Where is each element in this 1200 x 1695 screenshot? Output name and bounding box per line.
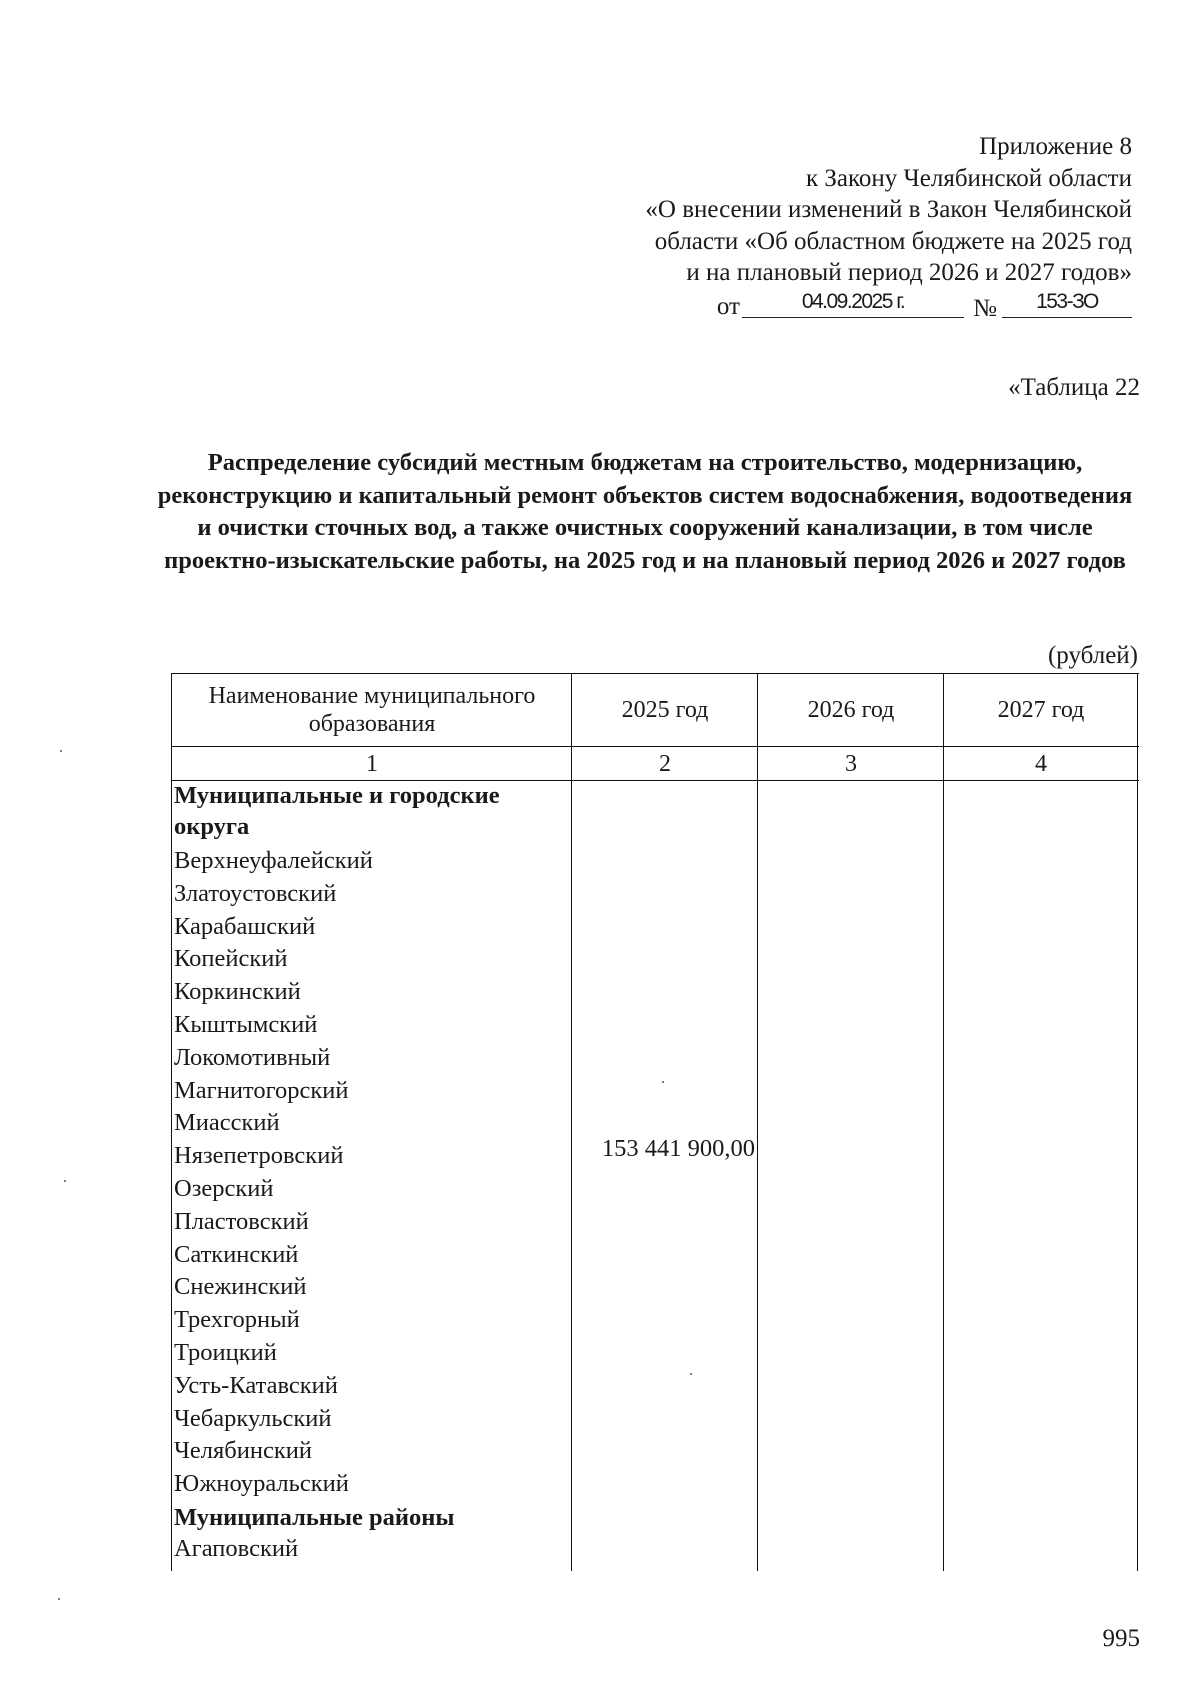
- municipality-list: [174, 781, 564, 1566]
- municipality-row: Коркинский: [174, 978, 301, 1006]
- municipality-row: Нязепетровский: [174, 1142, 344, 1170]
- municipality-row: Магнитогорский: [174, 1076, 349, 1104]
- scan-speck: [662, 1081, 664, 1083]
- group-heading: Муниципальные районы: [174, 1503, 455, 1531]
- header-2026: 2026 год: [807, 697, 895, 723]
- column-number-4: 4: [1035, 751, 1047, 777]
- date-value: 04.09.2025 г.: [801, 289, 905, 313]
- appendix-law-title-3: и на плановый период 2026 и 2027 годов»: [686, 259, 1132, 287]
- municipality-row: Чебаркульский: [174, 1404, 332, 1432]
- page-number: 995: [1102, 1625, 1140, 1652]
- municipality-row: Златоустовский: [174, 879, 337, 907]
- header-divider: [171, 746, 1139, 747]
- scan-speck: [64, 1180, 66, 1182]
- column-number-3: 3: [845, 751, 857, 777]
- header-municipality: Наименование муниципального образования: [208, 683, 536, 737]
- number-value: 153-ЗО: [1036, 289, 1098, 313]
- appendix-block: [572, 131, 1132, 321]
- municipality-row: Пластовский: [174, 1207, 309, 1235]
- municipality-row: Копейский: [174, 945, 288, 973]
- appendix-law-title-1: «О внесении изменений в Закон Челябинской: [645, 196, 1132, 224]
- date-field: [742, 287, 964, 318]
- municipality-row: Челябинский: [174, 1437, 312, 1465]
- municipality-row: Миасский: [174, 1109, 280, 1137]
- appendix-law-title-2: области «Об областном бюджете на 2025 год: [654, 227, 1132, 255]
- municipality-row: Агаповский: [174, 1535, 299, 1563]
- scan-speck: [60, 750, 62, 752]
- group-heading: Муниципальные и городские округа: [174, 782, 500, 840]
- value-2025-nyazepetrovsky: 153 441 900,00: [601, 1135, 755, 1162]
- municipality-row: Локомотивный: [174, 1043, 331, 1071]
- table-border-left: [171, 673, 172, 1571]
- municipality-row: Кыштымский: [174, 1010, 318, 1038]
- column-divider-1: [571, 673, 572, 1571]
- column-number-1: 1: [366, 751, 378, 777]
- municipality-row: Троицкий: [174, 1338, 277, 1366]
- scan-speck: [690, 1373, 692, 1375]
- number-field: [1002, 287, 1132, 318]
- column-divider-3: [943, 673, 944, 1571]
- municipality-row: Озерский: [174, 1174, 274, 1202]
- municipality-row: Трехгорный: [174, 1306, 300, 1334]
- table-border-right: [1137, 673, 1138, 1571]
- table-reference: «Таблица 22: [1008, 374, 1140, 401]
- column-divider-2: [757, 673, 758, 1571]
- from-label: от: [716, 292, 740, 320]
- header-2027: 2027 год: [997, 697, 1085, 723]
- subsidy-table: [171, 673, 1139, 1571]
- units-label: (рублей): [1047, 642, 1138, 669]
- municipality-row: Саткинский: [174, 1240, 299, 1268]
- municipality-row: Усть-Катавский: [174, 1371, 338, 1399]
- document-title: Распределение субсидий местным бюджетам на строительство, модернизацию, реконструкцию и капитальный ремонт объектов систем водоснабжения, водоотведения и очистки сточных вод, а также очистных сооружений канализации, в том числе проектно-изыскательские работы, на 2025 год и на плановый период 2026 и 2027 годов: [157, 449, 1133, 574]
- number-label: №: [973, 294, 997, 322]
- municipality-row: Южноуральский: [174, 1470, 349, 1498]
- header-2025: 2025 год: [621, 697, 709, 723]
- municipality-row: Верхнеуфалейский: [174, 847, 373, 874]
- municipality-row: Снежинский: [174, 1273, 307, 1301]
- appendix-law-ref: к Закону Челябинской области: [806, 164, 1132, 192]
- municipality-row: Карабашский: [174, 912, 316, 940]
- column-number-2: 2: [659, 751, 671, 777]
- signature-line: [572, 287, 1132, 321]
- scan-speck: [58, 1598, 60, 1600]
- appendix-number: Приложение 8: [979, 133, 1132, 160]
